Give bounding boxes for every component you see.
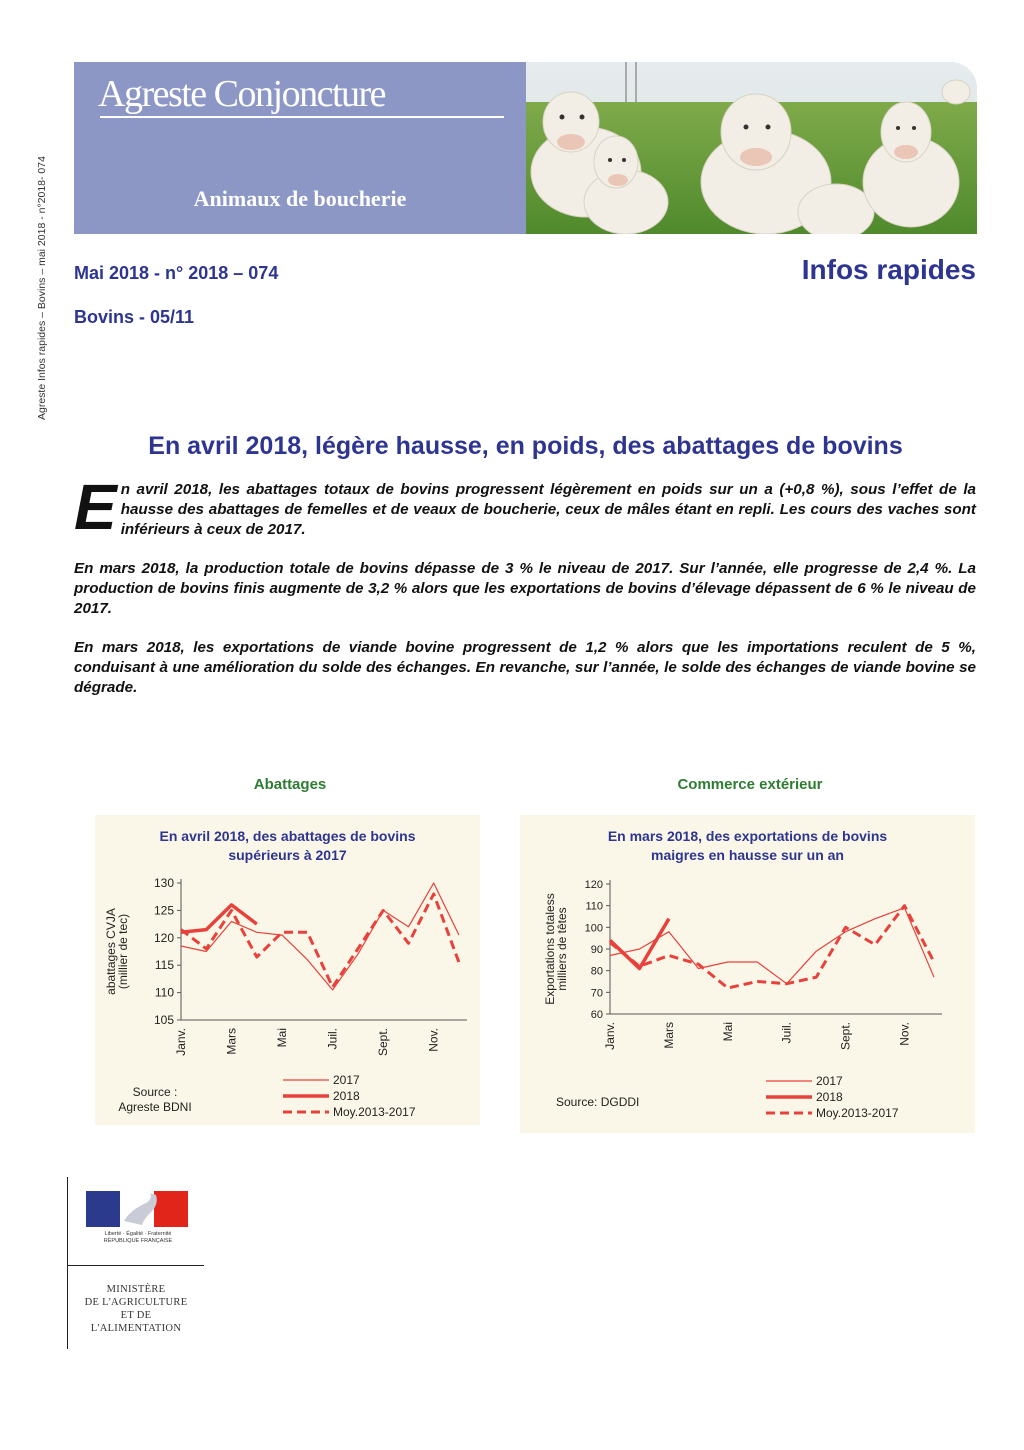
side-running-title: Agreste Infos rapides – Bovins – mai 2018 - n°2018- 074 — [36, 156, 48, 420]
series-label: Bovins - 05/11 — [74, 307, 195, 327]
x-tick-label: Juil. — [779, 1022, 794, 1044]
series-line-moy-2013-2017 — [610, 906, 934, 988]
series-line-2018 — [610, 919, 669, 969]
legend-item-2017 — [766, 1073, 899, 1089]
y-tick-label: 125 — [153, 903, 174, 918]
y-tick-label: 130 — [153, 876, 174, 890]
section-title-abattages: Abattages — [253, 776, 327, 793]
y-tick-label: 70 — [590, 987, 603, 1000]
cattle-photo — [526, 62, 977, 234]
legend-item-2017 — [283, 1072, 416, 1088]
brand-underline — [100, 116, 504, 118]
series-line-2017 — [610, 908, 934, 984]
marianne-motto: Liberté · Égalité · Fraternité — [104, 1231, 172, 1237]
legend-label: 2017 — [816, 1074, 843, 1088]
x-tick-label: Mars — [224, 1028, 239, 1055]
drop-cap: E — [74, 471, 117, 543]
source-line-1: Source : — [132, 1085, 178, 1099]
chart-panel-abattages — [95, 815, 480, 1125]
chart-legend-abattages — [283, 1072, 416, 1120]
x-tick-label: Nov. — [897, 1022, 912, 1046]
marianne-flag-icon — [86, 1191, 188, 1227]
y-tick-label: 90 — [590, 944, 603, 956]
marianne-caption — [82, 1231, 194, 1245]
legend-item-moy — [283, 1104, 416, 1120]
chart-title-line-2: supérieurs à 2017 — [228, 847, 347, 863]
y-tick-label: 60 — [590, 1009, 603, 1021]
x-tick-label: Mars — [661, 1022, 676, 1049]
paragraph-1-text: n avril 2018, les abattages totaux de bovins progressent légèrement en poids sur un a (+0,8 %), sous l’effet de la hausse des abattages de femelles et de veaux de boucherie, ceux de mâles étant en repli. Les cours des vaches sont inférieurs à ceux de 2017. — [120, 481, 976, 538]
header-banner — [74, 62, 977, 234]
publication-type: Infos rapides — [801, 254, 976, 285]
ministry-line-3: ET DE — [120, 1310, 152, 1321]
chart-source-commerce: Source: DGDDI — [556, 1095, 640, 1109]
brand-logo-text: Agreste Conjoncture — [98, 73, 386, 115]
y-tick-label: 105 — [153, 1013, 174, 1027]
y-axis-label: milliers de têtes — [555, 907, 569, 991]
x-tick-label: Janv. — [174, 1028, 188, 1056]
x-tick-label: Sept. — [376, 1028, 391, 1057]
cattle-photo-illustration — [526, 62, 977, 234]
ministry-logo — [67, 1177, 204, 1349]
ministry-line-1: MINISTÈRE — [106, 1284, 166, 1295]
chart-title-line-1: En mars 2018, des exportations de bovins — [607, 828, 888, 844]
legend-item-moy — [766, 1105, 899, 1121]
legend-item-2018 — [766, 1089, 899, 1105]
y-tick-label: 110 — [154, 985, 174, 1000]
chart-title-line-2: maigres en hausse sur un an — [651, 847, 844, 863]
y-tick-label: 80 — [590, 965, 603, 978]
chart-legend-commerce — [766, 1073, 899, 1121]
section-title-commerce: Commerce extérieur — [677, 776, 823, 793]
ministry-name — [72, 1283, 200, 1335]
legend-label: 2018 — [816, 1090, 843, 1104]
logo-divider — [68, 1265, 204, 1266]
source-line-2: Agreste BDNI — [118, 1100, 192, 1114]
ministry-line-2: DE L'AGRICULTURE — [84, 1297, 188, 1308]
paragraph-2: En mars 2018, la production totale de bovins dépasse de 3 % le niveau de 2017. Sur l’année, elle progresse de 2,4 %. La production de bovins finis augmente de 3,2 % alors que les exportations de bovins d’élevage dépassent de 6 % le niveau de 2017. — [74, 560, 976, 617]
legend-item-2018 — [283, 1088, 416, 1104]
y-axis-label: abattages CVJA — [104, 908, 118, 995]
y-tick-label: 120 — [153, 930, 174, 945]
x-tick-label: Mai — [720, 1022, 735, 1042]
y-tick-label: 110 — [585, 900, 603, 913]
legend-label: 2018 — [333, 1089, 360, 1103]
x-tick-label: Janv. — [603, 1022, 617, 1050]
issue-number: Mai 2018 - n° 2018 – 074 — [74, 263, 279, 283]
chart-source-abattages — [115, 1085, 195, 1115]
y-axis-label: Exportations totaless — [543, 893, 557, 1005]
banner-title-panel — [74, 62, 526, 234]
ministry-line-4: L'ALIMENTATION — [90, 1323, 182, 1334]
chart-panel-commerce — [520, 815, 975, 1133]
y-axis-label: (millier de tec) — [116, 913, 130, 990]
y-tick-label: 120 — [584, 879, 603, 891]
legend-label: Moy.2013-2017 — [333, 1105, 416, 1119]
chart-commerce — [520, 815, 975, 1133]
paragraph-1 — [74, 471, 976, 543]
x-tick-label: Nov. — [426, 1028, 441, 1052]
x-tick-label: Juil. — [325, 1028, 340, 1050]
article-body — [74, 471, 976, 717]
y-tick-label: 115 — [154, 958, 174, 973]
headline: En avril 2018, légère hausse, en poids, des abattages de bovins — [148, 432, 903, 460]
x-tick-label: Mai — [275, 1028, 290, 1048]
marianne-republic: RÉPUBLIQUE FRANÇAISE — [103, 1238, 173, 1244]
banner-subtitle: Animaux de boucherie — [193, 186, 407, 211]
paragraph-3: En mars 2018, les exportations de viande bovine progressent de 1,2 % alors que les importations reculent de 5 %, conduisant à une amélioration du solde des échanges. En revanche, sur l’année, le solde des échanges de viande bovine se dégrade. — [74, 639, 976, 696]
series-line-2018 — [181, 905, 257, 932]
y-tick-label: 100 — [584, 922, 603, 935]
legend-label: 2017 — [333, 1073, 360, 1087]
series-line-moy-2013-2017 — [181, 894, 459, 987]
series-line-2017 — [181, 883, 459, 990]
chart-title-line-1: En avril 2018, des abattages de bovins — [159, 828, 416, 844]
x-tick-label: Sept. — [838, 1022, 853, 1051]
legend-label: Moy.2013-2017 — [816, 1106, 899, 1120]
